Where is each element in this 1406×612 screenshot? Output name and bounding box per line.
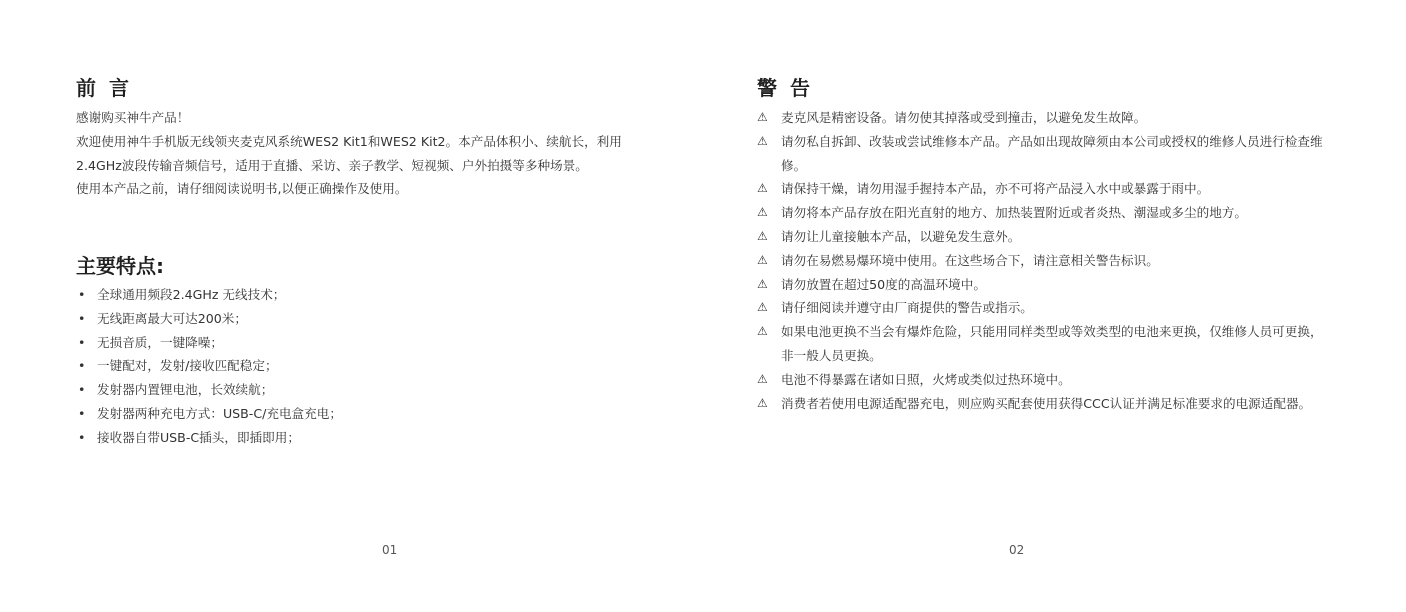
warning-text: 请勿在易燃易爆环境中使用。在这些场合下，请注意相关警告标识。 [781,252,1159,268]
warning-icon: ⚠ [757,205,768,220]
feature-item [76,307,342,331]
warning-icon: ⚠ [757,324,768,339]
feature-item [76,426,342,450]
warning-text: 如果电池更换不当会有爆炸危险，只能用同样类型或等效类型的电池来更换，仅维修人员可更换，非一般人员更换。 [781,324,1323,363]
warning-item [757,201,1327,225]
warning-icon: ⚠ [757,300,768,315]
bullet-icon: • [78,405,86,421]
feature-item [76,331,342,355]
feature-text: 一键配对，发射/接收匹配稳定； [97,358,278,374]
warning-text: 请保持干燥，请勿用湿手握持本产品，亦不可将产品浸入水中或暴露于雨中。 [781,181,1210,197]
bullet-icon: • [78,382,86,398]
warning-text: 请勿放置在超过50度的高温环境中。 [781,276,986,292]
page-number: 01 [382,543,398,557]
bullet-icon: • [78,429,86,445]
features-title: 主要特点: [76,254,164,278]
warning-text: 电池不得暴露在诸如日照，火烤或类似过热环境中。 [781,371,1071,387]
feature-item [76,402,342,426]
bullet-icon: • [78,334,86,350]
warning-item [757,225,1327,249]
feature-item [76,283,342,307]
left-page [76,0,646,612]
preface-paragraph: 欢迎使用神牛手机版无线领夹麦克风系统WES2 Kit1和WES2 Kit2。本产品体积小、续航长，利用2.4GHz波段传输音频信号，适用于直播、采访、亲子教学、短视频、户外拍摄等多种场景。 [76,133,622,173]
warning-item [757,177,1327,201]
warning-item [757,320,1327,368]
preface-paragraph: 使用本产品之前，请仔细阅读说明书,以便正确操作及使用。 [76,181,408,197]
feature-text: 无损音质，一键降噪； [97,334,223,350]
preface-text [76,106,642,201]
warning-icon: ⚠ [757,371,768,386]
features-list [76,283,342,450]
feature-item [76,354,342,378]
warning-text: 消费者若使用电源适配器充电，则应购买配套使用获得CCC认证并满足标准要求的电源适配器。 [781,395,1312,411]
warning-text: 请勿让儿童接触本产品，以避免发生意外。 [781,228,1021,244]
page-number: 02 [1009,543,1025,557]
preface-title: 前 言 [76,76,132,100]
feature-text: 无线距离最大可达200米； [97,310,247,326]
warning-icon: ⚠ [757,181,768,196]
bullet-icon: • [78,310,86,326]
warning-text: 麦克风是精密设备。请勿使其掉落或受到撞击，以避免发生故障。 [781,110,1147,125]
feature-text: 发射器两种充电方式：USB-C/充电盒充电； [97,405,342,421]
preface-paragraph: 感谢购买神牛产品！ [76,110,190,125]
warning-item [757,130,1327,178]
warning-text: 请仔细阅读并遵守由厂商提供的警告或指示。 [781,300,1033,316]
warning-icon: ⚠ [757,276,768,291]
feature-text: 全球通用频段2.4GHz 无线技术； [97,287,286,302]
bullet-icon: • [78,358,86,374]
warning-icon: ⚠ [757,133,768,148]
warning-icon: ⚠ [757,228,768,243]
feature-text: 发射器内置锂电池，长效续航； [97,382,274,398]
warning-icon: ⚠ [757,110,768,124]
feature-text: 接收器自带USB-C插头，即插即用； [97,429,300,445]
warning-item [757,249,1327,273]
warning-title: 警 告 [757,76,813,100]
warning-item [757,392,1327,416]
warning-item [757,368,1327,392]
warning-icon: ⚠ [757,252,768,267]
warning-text: 请勿将本产品存放在阳光直射的地方、加热装置附近或者炎热、潮湿或多尘的地方。 [781,205,1247,221]
warning-item [757,273,1327,297]
bullet-icon: • [78,287,86,302]
warning-item [757,106,1327,130]
warnings-list [757,106,1327,415]
warning-text: 请勿私自拆卸、改装或尝试维修本产品。产品如出现故障须由本公司或授权的维修人员进行检查维修。 [781,133,1323,173]
warning-item [757,296,1327,320]
warning-icon: ⚠ [757,395,768,410]
right-page [757,0,1337,612]
feature-item [76,378,342,402]
